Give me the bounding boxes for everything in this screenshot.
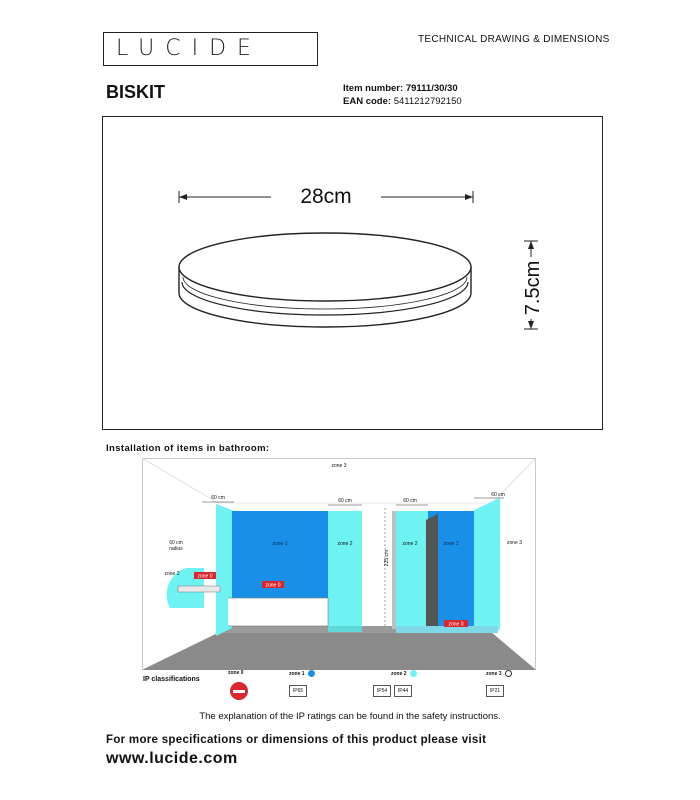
basin — [178, 586, 220, 592]
item-number: 79111/30/30 — [405, 83, 458, 94]
ip-zone3-label: zone 3 — [486, 670, 502, 677]
ip-zone0 — [228, 670, 244, 676]
distance-60cm-a: 60 cm — [211, 495, 225, 501]
bathroom-section-title: Installation of items in bathroom: — [106, 443, 270, 454]
ip-zone1-label: zone 1 — [289, 670, 305, 677]
distance-60cm-c: 60 cm — [403, 498, 417, 504]
ean-label: EAN code: — [343, 96, 392, 107]
product-name: BISKIT — [106, 82, 166, 102]
zone3-top-label: zone 3 — [331, 463, 347, 469]
ip-zone0-label: zone 0 — [228, 670, 244, 676]
ip-zone2 — [373, 670, 423, 694]
zone3-color-dot — [505, 670, 512, 677]
ip21-box: IP21 — [486, 685, 504, 697]
bathroom-zones-diagram — [142, 458, 536, 670]
zone0-shower-label: zone 0 — [448, 621, 464, 628]
radius-word: radius — [169, 546, 183, 552]
brand-logo: LUCIDE — [103, 32, 318, 66]
technical-drawing — [102, 116, 603, 430]
distance-60cm-d: 60 cm — [491, 492, 505, 498]
height-225cm: 225 cm — [384, 549, 390, 567]
ip-zone2-label: zone 2 — [391, 670, 407, 677]
website-link[interactable]: www.lucide.com — [106, 750, 238, 767]
bathtub — [226, 598, 328, 626]
ip-zone1 — [289, 670, 315, 694]
zone1-right-label: zone 1 — [443, 541, 459, 547]
zone0-basin-label: zone 0 — [197, 573, 213, 580]
zone2-left-label: zone 2 — [164, 571, 180, 577]
ip54-box: IP54 — [373, 685, 391, 697]
zone0-bath-label: zone 0 — [265, 582, 281, 589]
item-info — [343, 82, 462, 108]
no-entry-icon — [230, 682, 248, 700]
lamp-drawing — [103, 117, 602, 429]
ip44-box: IP44 — [394, 685, 412, 697]
width-label: 28cm — [300, 185, 352, 208]
lamp-top — [179, 233, 471, 301]
radius-distance: 60 cm — [169, 540, 183, 546]
distance-60cm-b: 60 cm — [338, 498, 352, 504]
height-label: 7.5cm — [522, 260, 544, 316]
zone1-color-dot — [308, 670, 315, 677]
ip65-box: IP65 — [289, 685, 307, 697]
more-info-text: For more specifications or dimensions of this product please visit — [106, 734, 487, 746]
shower-glass — [426, 514, 438, 630]
item-number-label: Item number: — [343, 83, 404, 94]
zone2-right-label: zone 2 — [402, 541, 418, 547]
document-type: TECHNICAL DRAWING & DIMENSIONS — [418, 34, 610, 45]
ip-classifications-title: IP classifications — [143, 676, 200, 683]
zone2-middle-right — [396, 511, 428, 626]
zone2-color-dot — [410, 670, 417, 677]
zone2-mid-label: zone 2 — [337, 541, 353, 547]
zone2-right-wall — [474, 498, 500, 630]
ip-explanation-note: The explanation of the IP ratings can be found in the safety instructions. — [199, 711, 501, 722]
zone3-right-label: zone 3 — [506, 540, 522, 546]
zone2-middle-left — [328, 511, 362, 626]
ip-zone3 — [486, 670, 512, 694]
ean-code: 5411212792150 — [393, 96, 462, 107]
zone1-left-label: zone 1 — [272, 541, 288, 547]
